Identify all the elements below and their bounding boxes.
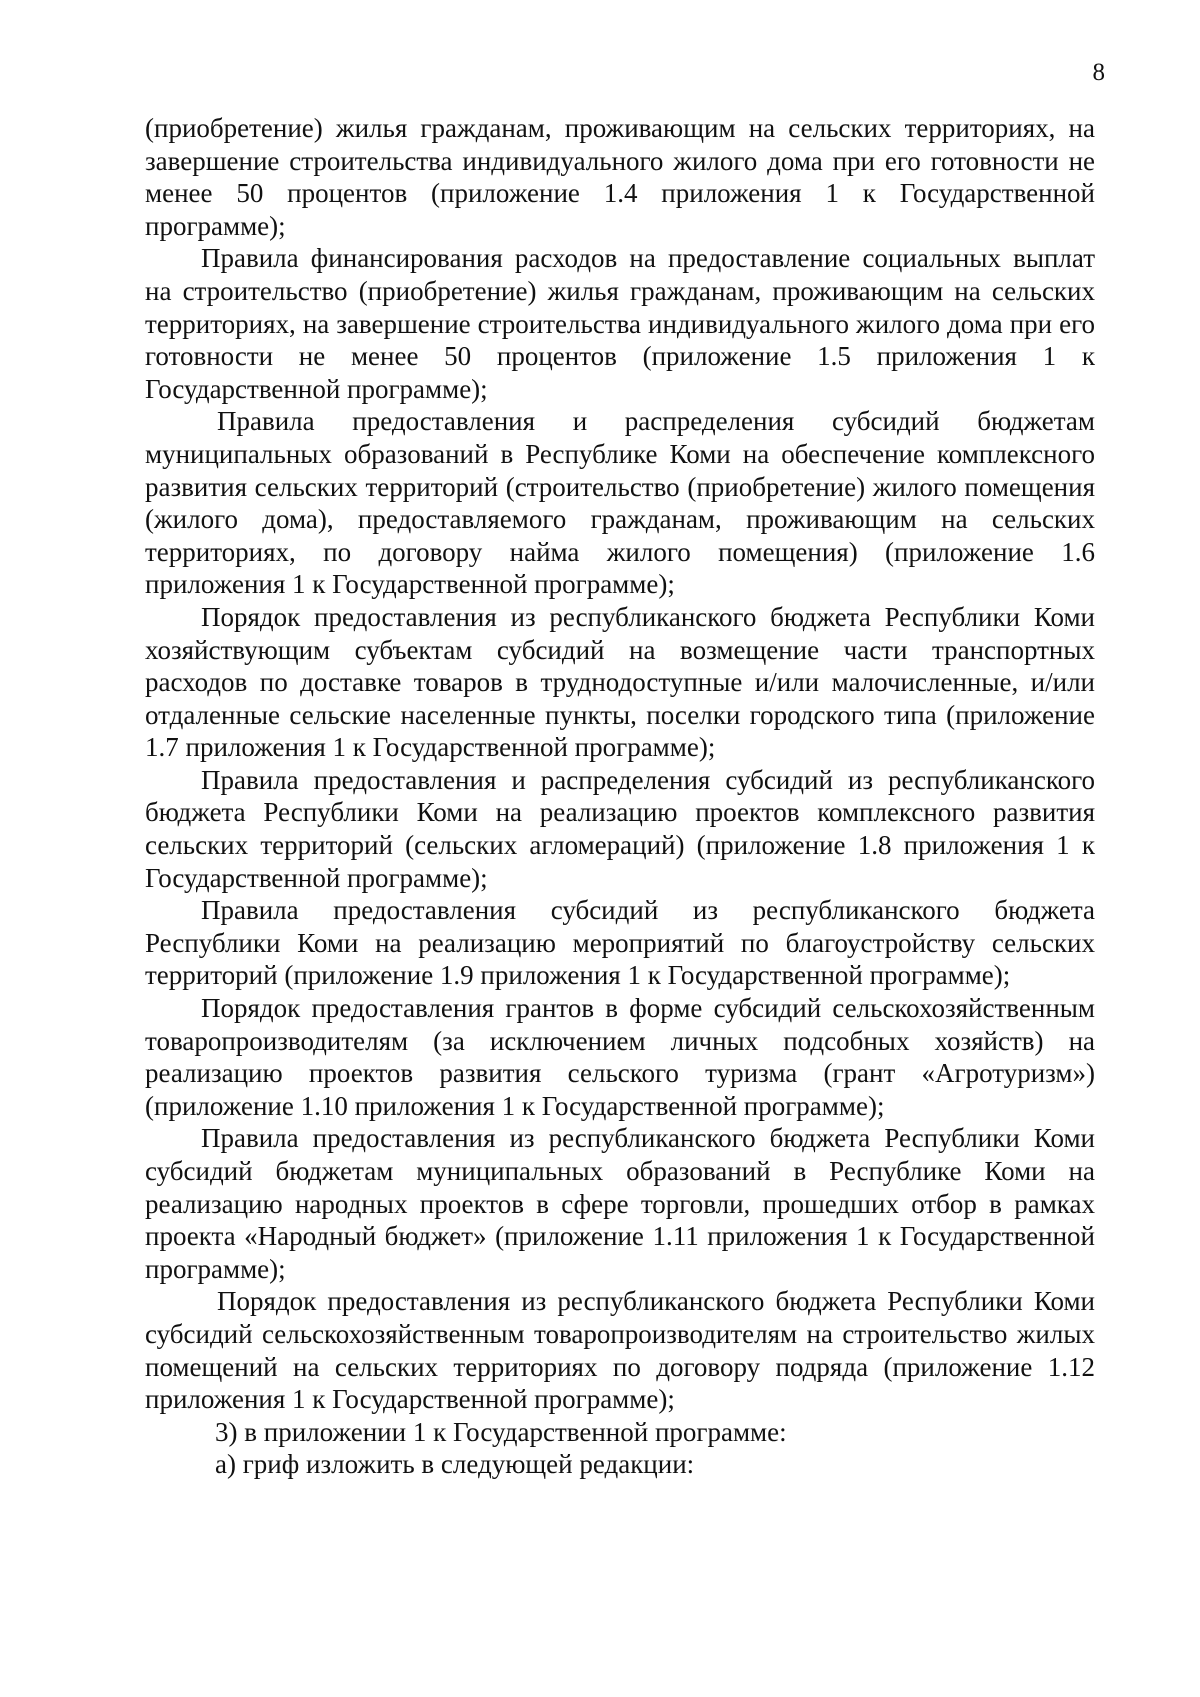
- paragraph-transport-subsidies: Порядок предоставления из республиканского бюджета Республики Коми хозяйствующим субъектам субсидий на возмещение части транспортных расходов по доставке товаров в труднодоступные и/или малочисленные, и/или отдаленные сельские населенные пункты, поселки городского типа (приложение 1.7 приложения 1 к Государственной программе);: [145, 601, 1095, 763]
- paragraph-agrotourism: Порядок предоставления грантов в форме субсидий сельскохозяйственным товаропроизводителям (за исключением личных подсобных хозяйств) на реализацию проектов развития сельского туризма (грант «Агротуризм») (приложение 1.10 приложения 1 к Государственной программе);: [145, 993, 1095, 1121]
- paragraph-rules-financing: Правила финансирования расходов на предоставление социальных выплат на строительство (приобретение) жилья гражданам, проживающим на сельских территориях, на завершение строительства индивидуального жилого дома при его готовности не менее 50 процентов (приложение 1.5 приложения 1 к Государственной программе);: [145, 243, 1095, 404]
- page-number: 8: [1092, 59, 1105, 86]
- paragraph-rules-subsidies-housing: Правила предоставления и распределения субсидий бюджетам муниципальных образований в Республике Коми на обеспечение комплексного развития сельских территорий (строительство (приобретение) жилого помещения (жилого дома), предоставляемого гражданам, проживающим на сельских территориях, по договору найма жилого помещения) (приложение 1.6 приложения 1 к Государственной программе);: [145, 406, 1095, 600]
- item-3: 3) в приложении 1 к Государственной программе:: [215, 1416, 787, 1447]
- paragraph-continuation: (приобретение) жилья гражданам, проживающим на сельских территориях, на завершение строительства индивидуального жилого дома при его готовности не менее 50 процентов (приложение 1.4 приложения 1 к Государственной программе);: [145, 113, 1095, 241]
- paragraph-agglomerations: Правила предоставления и распределения субсидий из республиканского бюджета Республики Коми на реализацию проектов комплексного развития сельских территорий (сельских агломераций) (приложение 1.8 приложения 1 к Государственной программе);: [145, 764, 1095, 893]
- paragraph-peoples-budget: Правила предоставления из республиканского бюджета Республики Коми субсидий бюджетам муниципальных образований в Республике Коми на реализацию народных проектов в сфере торговли, прошедших отбор в рамках проекта «Народный бюджет» (приложение 1.11 приложения 1 к Государственной программе);: [145, 1123, 1095, 1284]
- paragraph-landscaping: Правила предоставления субсидий из республиканского бюджета Республики Коми на реализацию мероприятий по благоустройству сельских территорий (приложение 1.9 приложения 1 к Государственной программе);: [145, 895, 1095, 991]
- paragraph-housing-construction: Порядок предоставления из республиканского бюджета Республики Коми субсидий сельскохозяйственным товаропроизводителям на строительство жилых помещений на сельских территориях по договору подряда (приложение 1.12 приложения 1 к Государственной программе);: [145, 1286, 1095, 1415]
- document-body: [145, 112, 1095, 1481]
- item-a: а) гриф изложить в следующей редакции:: [215, 1449, 695, 1480]
